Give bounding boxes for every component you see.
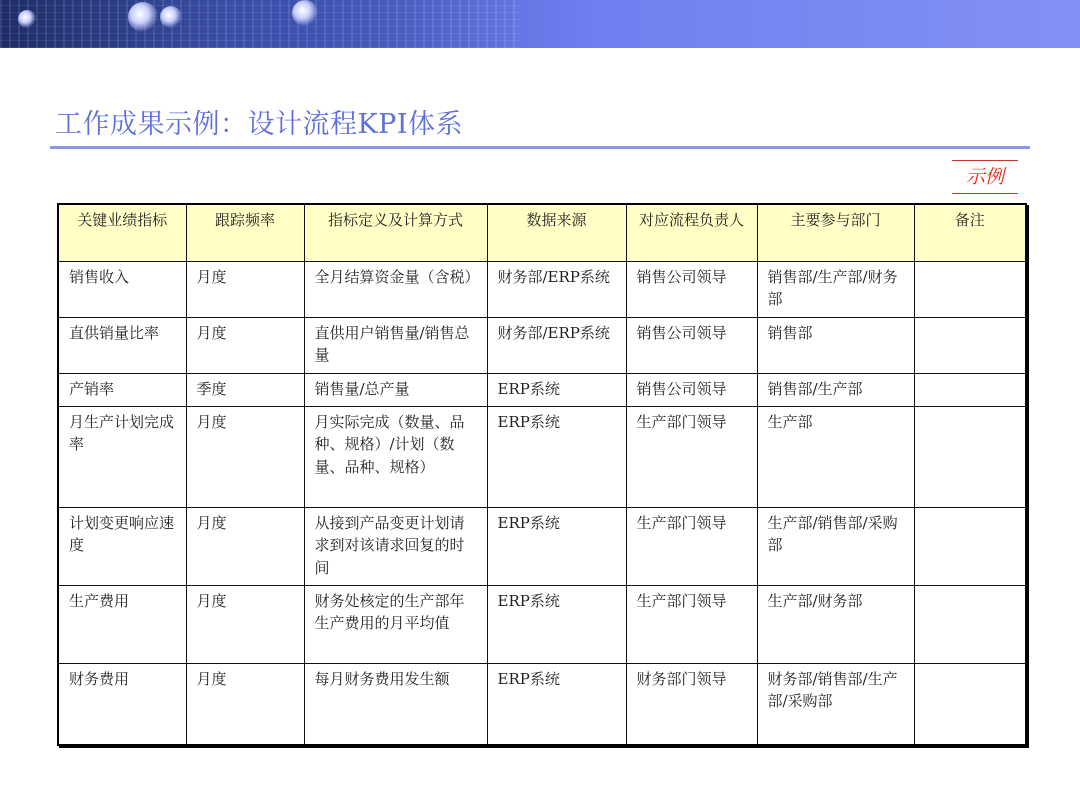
table-row <box>58 507 1026 585</box>
table-cell <box>914 261 1026 317</box>
table-cell <box>914 373 1026 406</box>
table-cell: 直供销量比率 <box>58 317 186 373</box>
banner-decoration <box>128 2 158 32</box>
column-header: 备注 <box>914 204 1026 261</box>
table-cell: ERP系统 <box>487 585 626 663</box>
table-cell <box>914 406 1026 507</box>
table-cell: 销售部/生产部/财务部 <box>757 261 914 317</box>
column-header: 对应流程负责人 <box>626 204 757 261</box>
table-cell: 季度 <box>186 373 304 406</box>
table-cell: 月实际完成（数量、品种、规格）/计划（数量、品种、规格） <box>304 406 487 507</box>
column-header: 指标定义及计算方式 <box>304 204 487 261</box>
table-row <box>58 585 1026 663</box>
table-cell: 财务部/ERP系统 <box>487 261 626 317</box>
banner-decoration <box>160 6 182 28</box>
table-cell: 销售部/生产部 <box>757 373 914 406</box>
table-row <box>58 406 1026 507</box>
table-cell: 销售部 <box>757 317 914 373</box>
table-row <box>58 261 1026 317</box>
table-cell: 月度 <box>186 406 304 507</box>
header-banner <box>0 0 1080 48</box>
column-header: 主要参与部门 <box>757 204 914 261</box>
table-cell <box>914 507 1026 585</box>
column-header: 关键业绩指标 <box>58 204 186 261</box>
table-cell: 生产部/销售部/采购部 <box>757 507 914 585</box>
table-cell <box>914 585 1026 663</box>
table-cell: ERP系统 <box>487 406 626 507</box>
table-cell: ERP系统 <box>487 663 626 745</box>
table-cell: 销售量/总产量 <box>304 373 487 406</box>
page-title: 工作成果示例：设计流程KPI体系 <box>55 109 464 140</box>
banner-photo <box>0 0 520 48</box>
banner-decoration <box>18 10 36 28</box>
table-row <box>58 373 1026 406</box>
table-cell: 从接到产品变更计划请求到对该请求回复的时间 <box>304 507 487 585</box>
table-cell: 月度 <box>186 261 304 317</box>
table-cell: 财务费用 <box>58 663 186 745</box>
table-cell: 财务部/销售部/生产部/采购部 <box>757 663 914 745</box>
table-cell: 月度 <box>186 507 304 585</box>
table-cell: 直供用户销售量/销售总量 <box>304 317 487 373</box>
kpi-table <box>57 203 1027 746</box>
table-cell: 财务部/ERP系统 <box>487 317 626 373</box>
table-cell <box>914 317 1026 373</box>
table-cell: ERP系统 <box>487 507 626 585</box>
table-cell: 财务部门领导 <box>626 663 757 745</box>
table-cell: 销售公司领导 <box>626 317 757 373</box>
banner-decoration <box>292 0 318 26</box>
table-cell: 生产部门领导 <box>626 406 757 507</box>
table-row <box>58 317 1026 373</box>
table-cell: 生产部/财务部 <box>757 585 914 663</box>
example-tag: 示例 <box>952 160 1018 194</box>
table-cell: 月度 <box>186 663 304 745</box>
table-cell: ERP系统 <box>487 373 626 406</box>
table-cell: 销售公司领导 <box>626 373 757 406</box>
table-cell: 财务处核定的生产部年生产费用的月平均值 <box>304 585 487 663</box>
table-cell: 生产部门领导 <box>626 585 757 663</box>
table-cell: 生产部门领导 <box>626 507 757 585</box>
table-cell: 月生产计划完成率 <box>58 406 186 507</box>
table-cell: 月度 <box>186 585 304 663</box>
table-cell: 生产部 <box>757 406 914 507</box>
table-cell: 销售公司领导 <box>626 261 757 317</box>
table-header-row <box>58 204 1026 261</box>
table-cell: 产销率 <box>58 373 186 406</box>
column-header: 跟踪频率 <box>186 204 304 261</box>
table-cell: 销售收入 <box>58 261 186 317</box>
table-cell: 生产费用 <box>58 585 186 663</box>
table-cell <box>914 663 1026 745</box>
table-cell: 全月结算资金量（含税） <box>304 261 487 317</box>
title-underline <box>50 146 1030 149</box>
table-cell: 每月财务费用发生额 <box>304 663 487 745</box>
table-cell: 月度 <box>186 317 304 373</box>
table-row <box>58 663 1026 745</box>
table-cell: 计划变更响应速度 <box>58 507 186 585</box>
column-header: 数据来源 <box>487 204 626 261</box>
